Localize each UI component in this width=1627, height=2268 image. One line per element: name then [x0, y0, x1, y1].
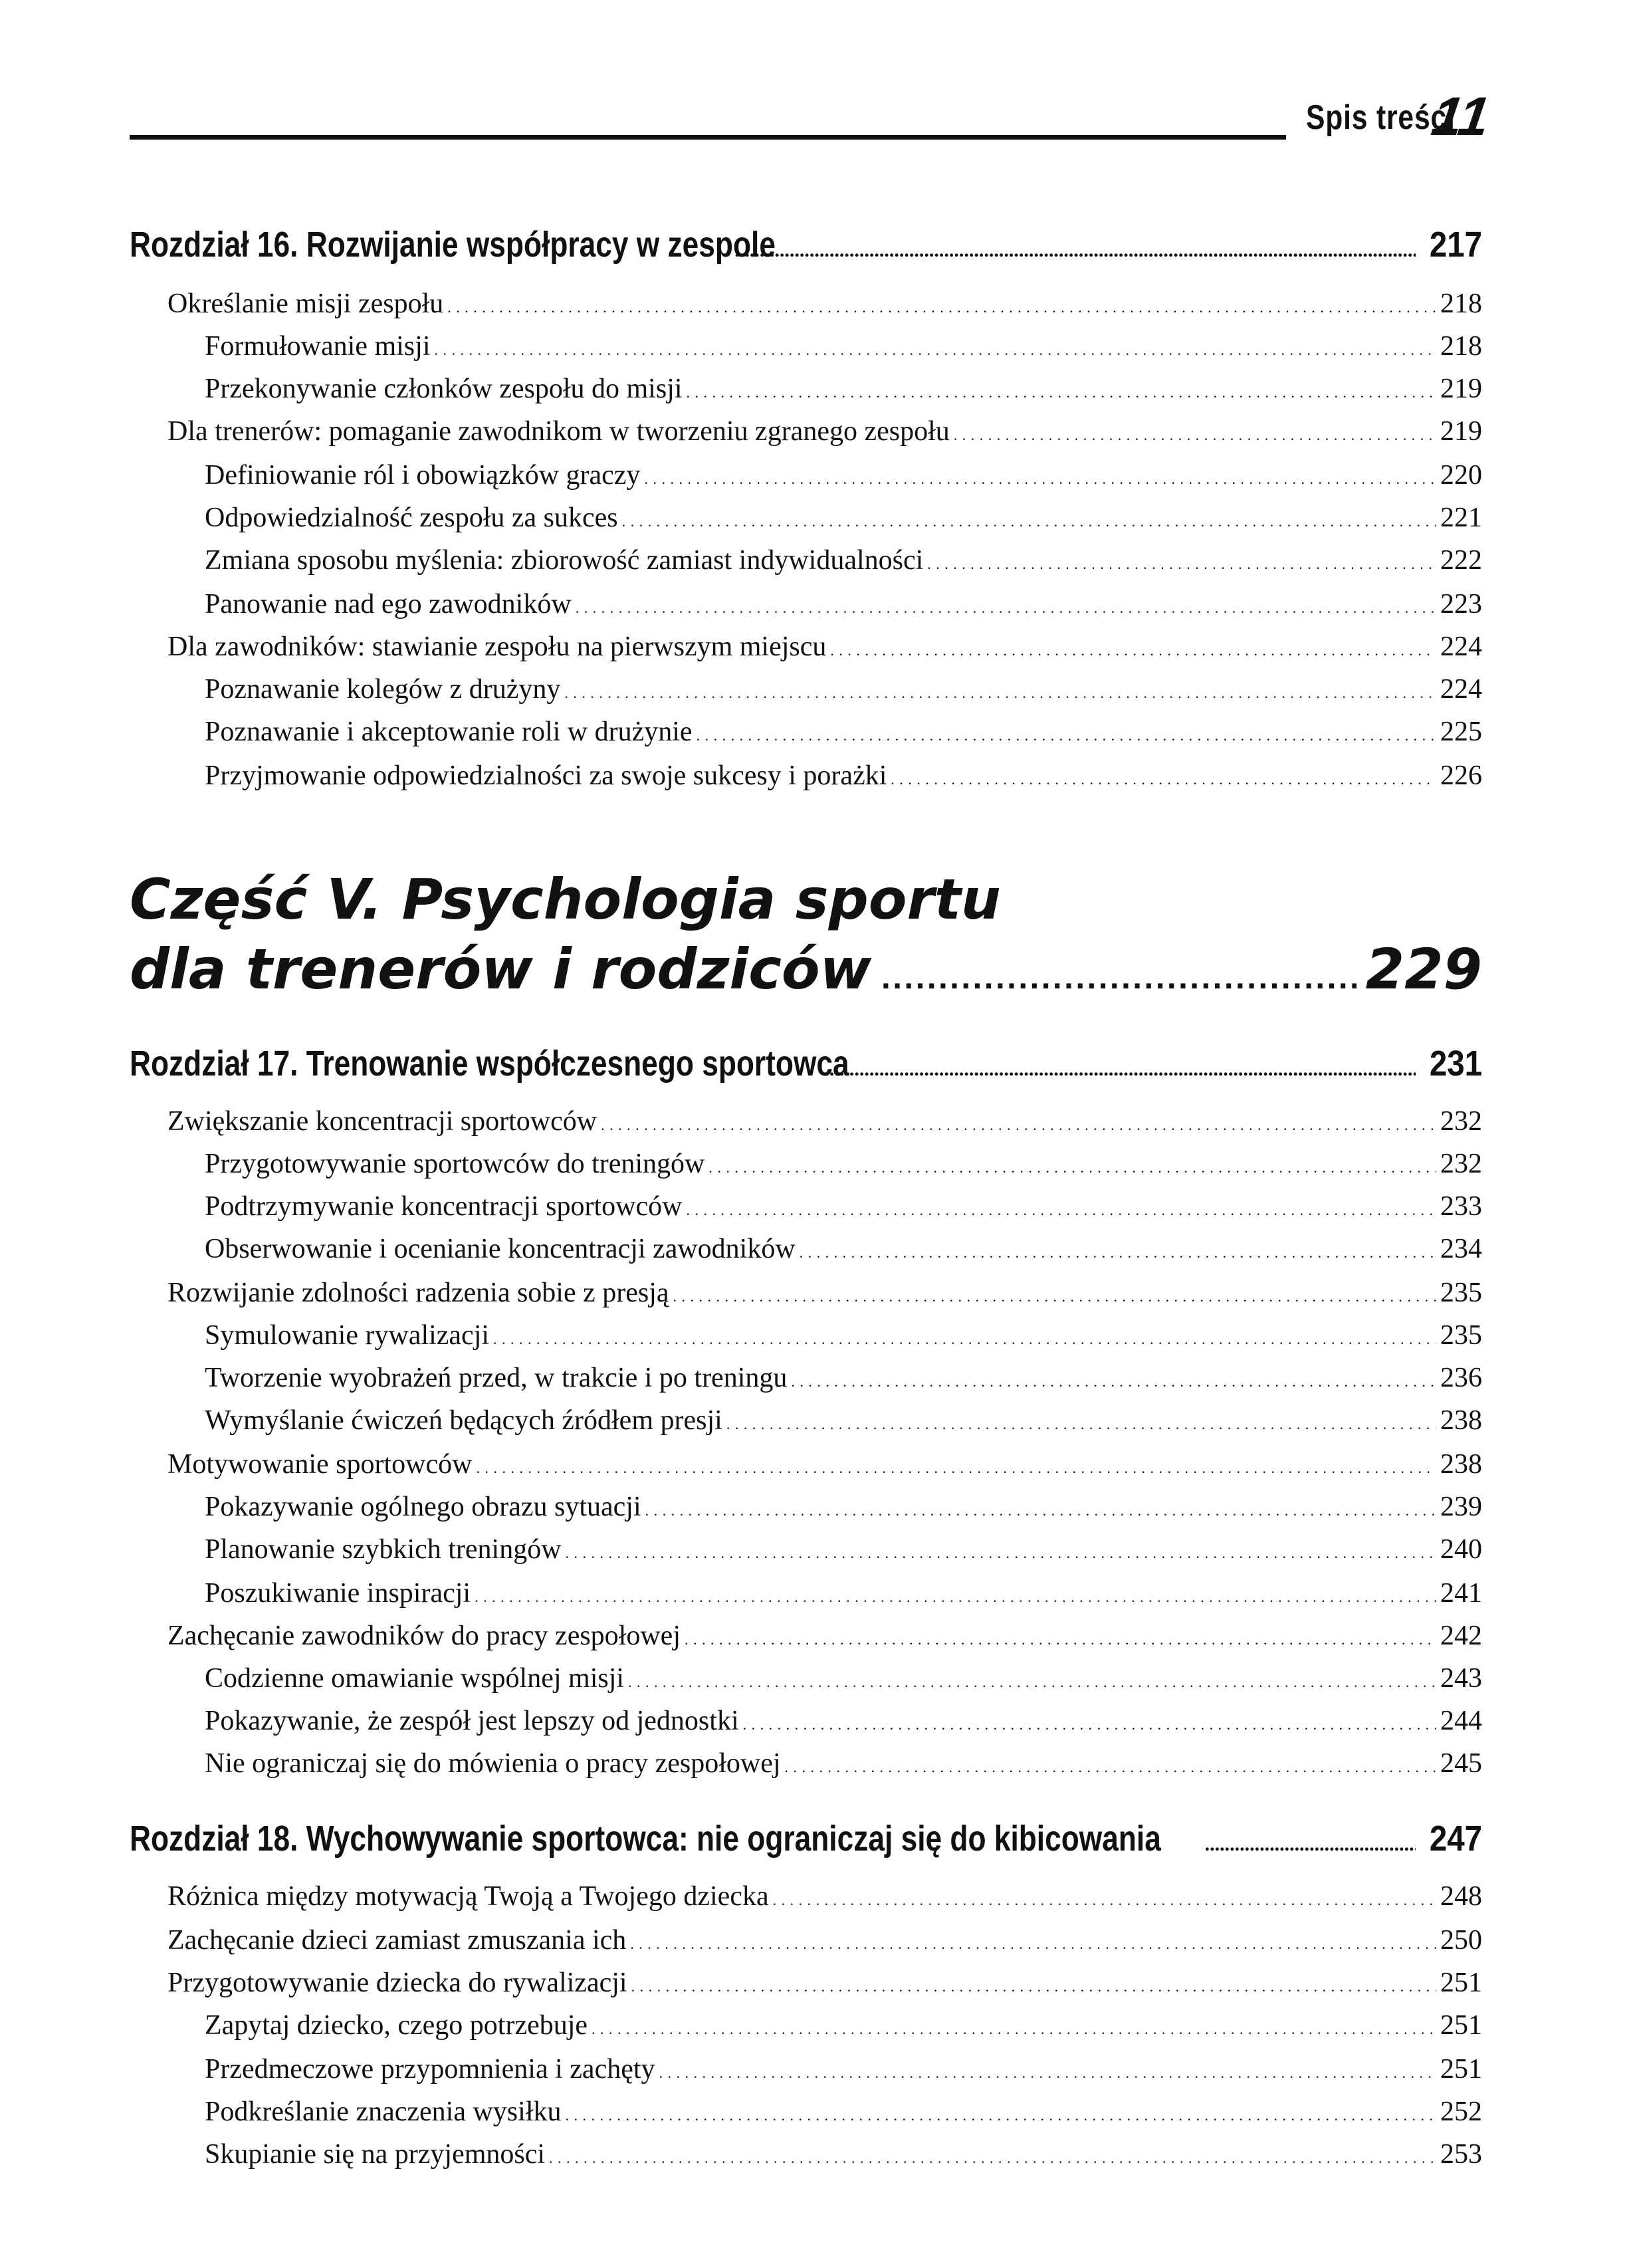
- entry-label: Przyjmowanie odpowiedzialności za swoje sukcesy i porażki: [205, 760, 887, 791]
- entry-page: 222: [1440, 545, 1482, 576]
- toc-entry[interactable]: [205, 2050, 1482, 2089]
- dot-leader: [927, 545, 1436, 584]
- dot-leader: [601, 1106, 1436, 1145]
- toc-entry[interactable]: [205, 2135, 1482, 2174]
- dot-leader: [891, 760, 1436, 799]
- dot-leader: [1205, 1823, 1416, 1866]
- entry-label: Przekonywanie członków zespołu do misji: [205, 374, 683, 404]
- entry-label: Symulowanie rywalizacji: [205, 1320, 490, 1351]
- dot-leader: [726, 1405, 1436, 1444]
- entry-page: 235: [1440, 1278, 1482, 1308]
- dot-leader: [800, 1234, 1436, 1272]
- entry-page: 226: [1440, 760, 1482, 791]
- dot-leader: [447, 288, 1436, 327]
- entry-page: 238: [1440, 1405, 1482, 1436]
- toc-entry[interactable]: [167, 627, 1482, 666]
- entry-label: Przygotowywanie dziecka do rywalizacji: [167, 1968, 627, 1998]
- toc-entry[interactable]: [167, 1102, 1482, 1141]
- toc-entry[interactable]: [167, 1877, 1482, 1916]
- toc-entry[interactable]: [205, 327, 1482, 366]
- toc-entry[interactable]: [205, 1744, 1482, 1783]
- entry-label: Formułowanie misji: [205, 331, 431, 362]
- entry-label: Poszukiwanie inspiracji: [205, 1578, 471, 1609]
- entry-page: 241: [1440, 1578, 1482, 1609]
- entry-page: 232: [1440, 1149, 1482, 1179]
- dot-leader: [631, 1968, 1436, 2006]
- part-5-title-line2[interactable]: [130, 937, 1482, 1012]
- entry-label: Podtrzymywanie koncentracji sportowców: [205, 1191, 683, 1222]
- entry-page: 220: [1440, 460, 1482, 491]
- entry-label: Skupianie się na przyjemności: [205, 2139, 546, 2170]
- toc-entry[interactable]: [205, 1488, 1482, 1526]
- toc-entry[interactable]: [167, 1274, 1482, 1312]
- dot-leader: [734, 229, 1415, 272]
- toc-entry[interactable]: [205, 1659, 1482, 1698]
- toc-entry[interactable]: [205, 456, 1482, 495]
- toc-entry[interactable]: [205, 1359, 1482, 1397]
- entry-label: Zachęcanie dzieci zamiast zmuszania ich: [167, 1925, 627, 1956]
- entry-page: 232: [1440, 1106, 1482, 1137]
- entry-label: Planowanie szybkich treningów: [205, 1534, 562, 1565]
- toc-entry[interactable]: [205, 1145, 1482, 1183]
- chapter-18-heading[interactable]: [130, 1817, 1482, 1860]
- dot-leader: [954, 416, 1436, 455]
- entry-label: Przedmeczowe przypomnienia i zachęty: [205, 2054, 655, 2085]
- dot-leader: [659, 2054, 1436, 2093]
- entry-label: Określanie misji zespołu: [167, 288, 444, 319]
- chapter-page: 247: [1429, 1819, 1482, 1859]
- entry-page: 234: [1440, 1234, 1482, 1264]
- dot-leader: [708, 1149, 1436, 1187]
- entry-page: 225: [1440, 717, 1482, 747]
- dot-leader: [830, 631, 1436, 670]
- dot-leader: [743, 1706, 1436, 1744]
- entry-label: Odpowiedzialność zespołu za sukces: [205, 503, 618, 533]
- entry-label: Panowanie nad ego zawodników: [205, 589, 572, 620]
- dot-leader: [686, 1191, 1436, 1230]
- toc-entry[interactable]: [205, 1702, 1482, 1740]
- entry-page: 251: [1440, 2054, 1482, 2085]
- entry-page: 242: [1440, 1621, 1482, 1651]
- part-5-title-line2-label: dla trenerów i rodziców: [130, 937, 872, 1002]
- entry-label: Obserwowanie i ocenianie koncentracji zawodników: [205, 1234, 796, 1264]
- header-page-number: 11: [1428, 86, 1493, 147]
- entry-page: 244: [1440, 1706, 1482, 1736]
- entry-label: Motywowanie sportowców: [167, 1449, 473, 1480]
- toc-entry[interactable]: [205, 585, 1482, 624]
- entry-page: 236: [1440, 1363, 1482, 1393]
- dot-leader: [685, 1621, 1436, 1659]
- entry-label: Poznawanie i akceptowanie roli w drużynie: [205, 717, 693, 747]
- dot-leader: [565, 2097, 1436, 2135]
- toc-entry[interactable]: [167, 284, 1482, 323]
- chapter-16-heading[interactable]: [130, 223, 1482, 266]
- chapter-label: Rozdział 16. Rozwijanie współpracy w zespole: [130, 225, 776, 265]
- toc-entry[interactable]: [205, 1230, 1482, 1268]
- toc-entry[interactable]: [205, 541, 1482, 580]
- dot-leader: [435, 331, 1437, 370]
- chapter-page: 217: [1429, 225, 1482, 265]
- entry-page: 243: [1440, 1663, 1482, 1694]
- dot-leader: [475, 1578, 1436, 1617]
- dot-leader: [773, 1881, 1436, 1920]
- dot-leader: [630, 1925, 1436, 1964]
- entry-page: 245: [1440, 1748, 1482, 1779]
- toc-entry[interactable]: [167, 1617, 1482, 1655]
- toc-entry[interactable]: [167, 1921, 1482, 1960]
- entry-label: Dla zawodników: stawianie zespołu na pierwszym miejscu: [167, 631, 827, 662]
- entry-page: 235: [1440, 1320, 1482, 1351]
- entry-label: Dla trenerów: pomaganie zawodnikom w tworzeniu zgranego zespołu: [167, 416, 950, 447]
- dot-leader: [881, 948, 1356, 1012]
- header-title: Spis treści: [1306, 98, 1456, 137]
- entry-page: 224: [1440, 674, 1482, 705]
- entry-label: Poznawanie kolegów z drużyny: [205, 674, 561, 705]
- toc-entry[interactable]: [205, 670, 1482, 709]
- entry-page: 218: [1440, 288, 1482, 319]
- toc-entry[interactable]: [205, 2093, 1482, 2131]
- entry-label: Rozwijanie zdolności radzenia sobie z presją: [167, 1278, 669, 1308]
- dot-leader: [493, 1320, 1436, 1359]
- dot-leader: [566, 1534, 1436, 1573]
- toc-entry[interactable]: [205, 1401, 1482, 1440]
- toc-entry[interactable]: [167, 1445, 1482, 1484]
- dot-leader: [592, 2010, 1436, 2049]
- toc-entry[interactable]: [205, 499, 1482, 537]
- part-5-title-line1: Część V. Psychologia sportu: [130, 867, 1001, 932]
- entry-page: 218: [1440, 331, 1482, 362]
- dot-leader: [622, 503, 1436, 541]
- dot-leader: [824, 1048, 1415, 1091]
- entry-label: Pokazywanie ogólnego obrazu sytuacji: [205, 1492, 641, 1522]
- entry-label: Różnica między motywacją Twoją a Twojego dziecka: [167, 1881, 769, 1912]
- part-5-page: 229: [1365, 937, 1482, 1002]
- entry-page: 223: [1440, 589, 1482, 620]
- entry-label: Pokazywanie, że zespół jest lepszy od jednostki: [205, 1706, 739, 1736]
- toc-entry[interactable]: [167, 412, 1482, 451]
- toc-entry[interactable]: [205, 1187, 1482, 1226]
- entry-page: 224: [1440, 631, 1482, 662]
- dot-leader: [645, 1492, 1436, 1530]
- entry-page: 251: [1440, 1968, 1482, 1998]
- header-rule: [130, 135, 1286, 140]
- entry-page: 219: [1440, 374, 1482, 404]
- dot-leader: [791, 1363, 1436, 1401]
- entry-page: 239: [1440, 1492, 1482, 1522]
- entry-page: 248: [1440, 1881, 1482, 1912]
- running-header: [130, 86, 1493, 150]
- toc-entry[interactable]: [205, 370, 1482, 408]
- entry-page: 240: [1440, 1534, 1482, 1565]
- entry-label: Podkreślanie znaczenia wysiłku: [205, 2097, 562, 2127]
- entry-label: Wymyślanie ćwiczeń będących źródłem presji: [205, 1405, 722, 1436]
- entry-label: Nie ograniczaj się do mówienia o pracy zespołowej: [205, 1748, 781, 1779]
- dot-leader: [576, 589, 1436, 627]
- entry-page: 233: [1440, 1191, 1482, 1222]
- toc-entry[interactable]: [205, 1574, 1482, 1613]
- chapter-label: Rozdział 17. Trenowanie współczesnego sportowca: [130, 1044, 849, 1083]
- dot-leader: [644, 460, 1436, 499]
- toc-entry[interactable]: [205, 756, 1482, 795]
- entry-label: Definiowanie ról i obowiązków graczy: [205, 460, 641, 491]
- toc-entry[interactable]: [205, 1530, 1482, 1569]
- entry-label: Zapytaj dziecko, czego potrzebuje: [205, 2010, 588, 2041]
- dot-leader: [564, 674, 1436, 713]
- dot-leader: [687, 374, 1436, 412]
- chapter-page: 231: [1429, 1044, 1482, 1083]
- entry-page: 251: [1440, 2010, 1482, 2041]
- entry-label: Codzienne omawianie wspólnej misji: [205, 1663, 625, 1694]
- dot-leader: [628, 1663, 1436, 1702]
- dot-leader: [785, 1748, 1436, 1787]
- toc-entry[interactable]: [167, 1964, 1482, 2002]
- entry-page: 221: [1440, 503, 1482, 533]
- entry-page: 253: [1440, 2139, 1482, 2170]
- entry-label: Zachęcanie zawodników do pracy zespołowej: [167, 1621, 681, 1651]
- dot-leader: [476, 1449, 1436, 1488]
- dot-leader: [673, 1278, 1436, 1316]
- entry-label: Przygotowywanie sportowców do treningów: [205, 1149, 705, 1179]
- chapter-label: Rozdział 18. Wychowywanie sportowca: nie ograniczaj się do kibicowania: [130, 1819, 1161, 1859]
- entry-page: 252: [1440, 2097, 1482, 2127]
- entry-page: 219: [1440, 416, 1482, 447]
- entry-label: Zmiana sposobu myślenia: zbiorowość zamiast indywidualności: [205, 545, 924, 576]
- dot-leader: [549, 2139, 1436, 2178]
- dot-leader: [697, 717, 1436, 755]
- toc-entry[interactable]: [205, 713, 1482, 751]
- entry-page: 250: [1440, 1925, 1482, 1956]
- entry-page: 238: [1440, 1449, 1482, 1480]
- entry-label: Tworzenie wyobrażeń przed, w trakcie i po treningu: [205, 1363, 788, 1393]
- toc-entry[interactable]: [205, 1316, 1482, 1355]
- entry-label: Zwiększanie koncentracji sportowców: [167, 1106, 597, 1137]
- chapter-17-heading[interactable]: [130, 1042, 1482, 1085]
- toc-entry[interactable]: [205, 2006, 1482, 2045]
